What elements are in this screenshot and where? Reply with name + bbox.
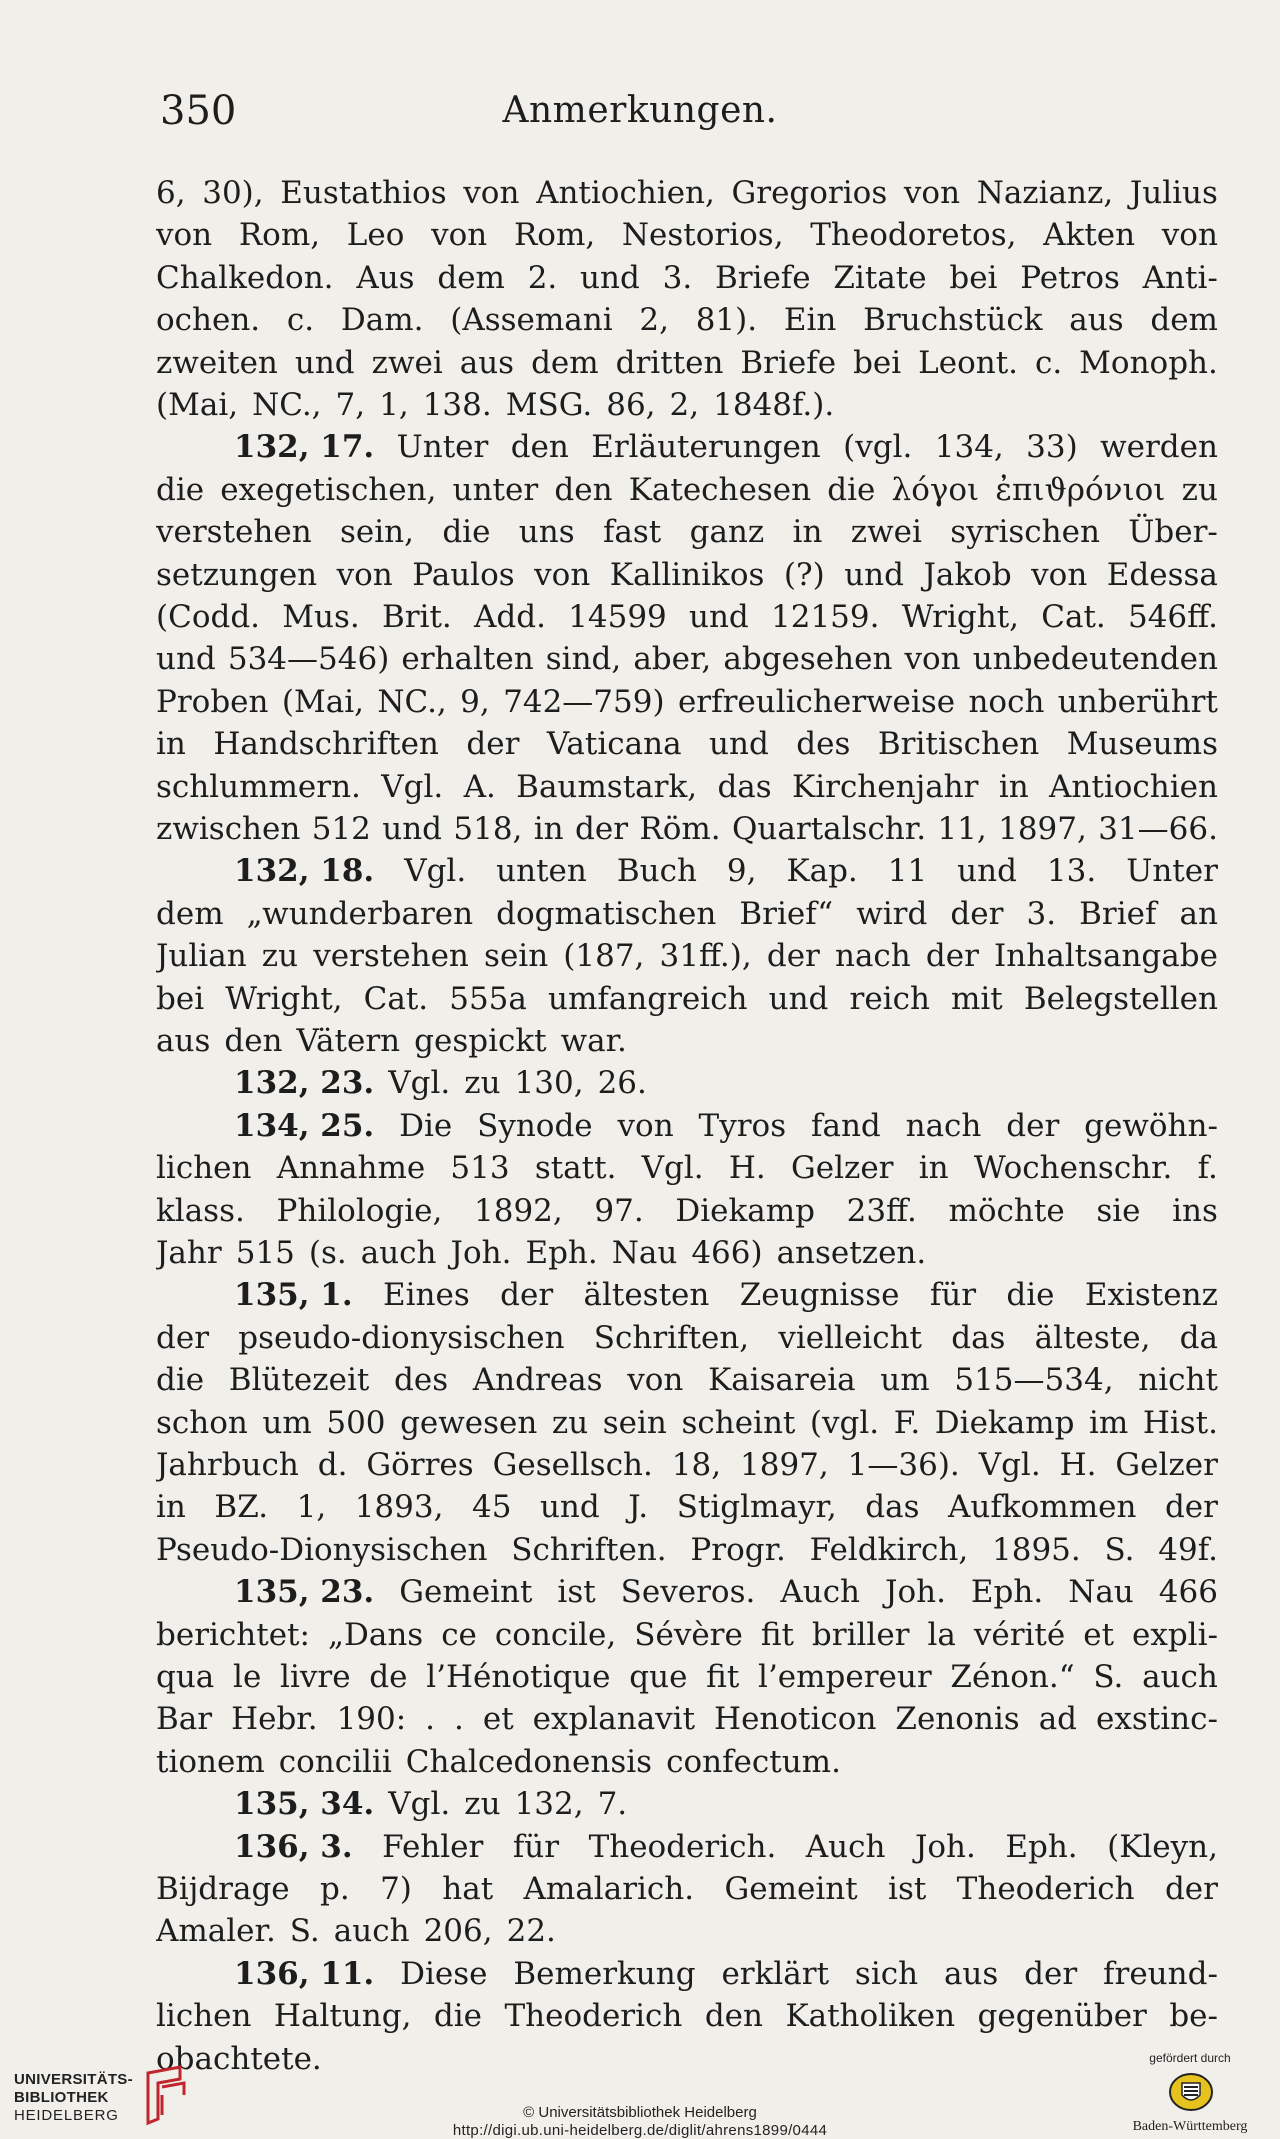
note-reference: 134, 25.: [234, 1107, 375, 1144]
text-line: tionem concilii Chalcedonensis confectum.: [156, 1743, 841, 1780]
text-line: 132, 18. Vgl. unten Buch 9, Kap. 11 und 13. Unter: [156, 850, 1218, 892]
text-line: die Blütezeit des Andreas von Kaisareia um 515—534, nicht: [156, 1362, 1218, 1399]
text-line: in Handschriften der Vaticana und des Britischen Museums: [156, 726, 1218, 763]
note-reference: 135, 23.: [234, 1574, 375, 1611]
text-line: die exegetischen, unter den Katechesen die λόγοι ἐπιϑρόνιοι zu: [156, 471, 1218, 508]
text-line: qua le livre de l’Hénotique que fit l’empereur Zénon.“ S. auch: [156, 1659, 1218, 1695]
text-line: 6, 30), Eustathios von Antiochien, Gregorios von Nazianz, Julius: [156, 175, 1218, 211]
text-line: Julian zu verstehen sein (187, 31ff.), der nach der Inhaltsangabe: [156, 938, 1218, 975]
funder-name: Baden-Württemberg: [1132, 2119, 1248, 2134]
text-line: zwischen 512 und 518, in der Röm. Quartalschr. 11, 1897, 31—66.: [156, 811, 1218, 847]
text-line: Pseudo-Dionysischen Schriften. Progr. Feldkirch, 1895. S. 49f.: [156, 1531, 1218, 1568]
text-line: bei Wright, Cat. 555a umfangreich und reich mit Belegstellen: [156, 980, 1218, 1017]
text-line: in BZ. 1, 1893, 45 und J. Stiglmayr, das Aufkommen der: [156, 1489, 1218, 1526]
text-line: 132, 23. Vgl. zu 130, 26.: [156, 1062, 1218, 1104]
note-reference: 132, 17.: [234, 429, 375, 466]
text-line: dem „wunderbaren dogmatischen Brief“ wird der 3. Brief an: [156, 895, 1218, 932]
note-reference: 135, 1.: [234, 1277, 353, 1314]
text-line: ochen. c. Dam. (Assemani 2, 81). Ein Bruchstück aus dem: [156, 302, 1218, 339]
text-line: 135, 1. Eines der ältesten Zeugnisse für die Existenz: [156, 1274, 1218, 1316]
text-line: von Rom, Leo von Rom, Nestorios, Theodoretos, Akten von: [156, 217, 1218, 254]
text-line: 135, 23. Gemeint ist Severos. Auch Joh. Eph. Nau 466: [156, 1571, 1218, 1613]
library-name-line1: UNIVERSITÄTS-: [14, 2071, 133, 2088]
text-line: Jahr 515 (s. auch Joh. Eph. Nau 466) ansetzen.: [156, 1235, 927, 1271]
text-line: 136, 3. Fehler für Theoderich. Auch Joh. Eph. (Kleyn,: [156, 1826, 1218, 1868]
text-line: Bijdrage p. 7) hat Amalarich. Gemeint ist Theoderich der: [156, 1871, 1218, 1907]
page-number: 350: [160, 88, 237, 134]
text-line: der pseudo-dionysischen Schriften, vielleicht das älteste, da: [156, 1319, 1218, 1356]
text-line: schon um 500 gewesen zu sein scheint (vgl. F. Diekamp im Hist.: [156, 1404, 1218, 1441]
page-header: [158, 86, 1122, 136]
text-line: obachtete.: [156, 2040, 322, 2077]
footer: [0, 2035, 1280, 2139]
funded-by-label: gefördert durch: [1149, 2051, 1231, 2065]
note-reference: 136, 3.: [234, 1828, 353, 1865]
text-line: zweiten und zwei aus dem dritten Briefe bei Leont. c. Monoph.: [156, 344, 1218, 381]
note-reference: 135, 34.: [234, 1786, 375, 1823]
note-reference: 132, 18.: [234, 853, 375, 890]
text-line: (Mai, NC., 7, 1, 138. MSG. 86, 2, 1848f.).: [156, 387, 835, 423]
running-head: Anmerkungen.: [502, 90, 778, 131]
text-line: Jahrbuch d. Görres Gesellsch. 18, 1897, 1—36). Vgl. H. Gelzer: [156, 1447, 1218, 1483]
text-line: und 534—546) erhalten sind, aber, abgesehen von unbedeutenden: [156, 641, 1218, 678]
text-line: klass. Philologie, 1892, 97. Diekamp 23ff. möchte sie ins: [156, 1192, 1218, 1229]
text-line: lichen Annahme 513 statt. Vgl. H. Gelzer in Wochenschr. f.: [156, 1150, 1218, 1187]
text-line: (Codd. Mus. Brit. Add. 14599 und 12159. Wright, Cat. 546ff.: [156, 599, 1218, 635]
source-url[interactable]: http://digi.ub.uni-heidelberg.de/diglit/ahrens1899/0444: [452, 2122, 828, 2139]
text-line: Amaler. S. auch 206, 22.: [156, 1913, 556, 1950]
text-line: 134, 25. Die Synode von Tyros fand nach der gewöhn-: [156, 1105, 1218, 1147]
text-line: 135, 34. Vgl. zu 132, 7.: [156, 1783, 1218, 1825]
text-line: aus den Vätern gespickt war.: [156, 1023, 627, 1059]
text-line: Chalkedon. Aus dem 2. und 3. Briefe Zitate bei Petros Anti-: [156, 259, 1218, 296]
text-line: setzungen von Paulos von Kallinikos (?) und Jakob von Edessa: [156, 556, 1218, 593]
text-line: schlummern. Vgl. A. Baumstark, das Kirchenjahr in Antiochien: [156, 768, 1218, 805]
note-reference: 136, 11.: [234, 1955, 375, 1992]
funder-logo: [1120, 2045, 1260, 2135]
library-name-line2: BIBLIOTHEK: [14, 2089, 109, 2106]
text-line: lichen Haltung, die Theoderich den Katholiken gegenüber be-: [156, 1998, 1218, 2035]
library-name-line3: HEIDELBERG: [14, 2107, 119, 2124]
note-reference: 132, 23.: [234, 1065, 375, 1102]
text-line: berichtet: „Dans ce concile, Sévère fit briller la vérité et expli-: [156, 1616, 1218, 1653]
text-line: 136, 11. Diese Bemerkung erklärt sich aus der freund-: [156, 1953, 1218, 1995]
text-line: 132, 17. Unter den Erläuterungen (vgl. 134, 33) werden: [156, 426, 1218, 468]
text-line: Proben (Mai, NC., 9, 742—759) erfreulicherweise noch unberührt: [156, 683, 1218, 720]
state-crest-icon: [1168, 2071, 1214, 2113]
copyright-notice: © Universitätsbibliothek Heidelberg: [523, 2104, 757, 2121]
text-line: Bar Hebr. 190: . . et explanavit Henoticon Zenonis ad exstinc-: [156, 1701, 1218, 1738]
text-line: verstehen sein, die uns fast ganz in zwei syrischen Über-: [156, 514, 1218, 551]
